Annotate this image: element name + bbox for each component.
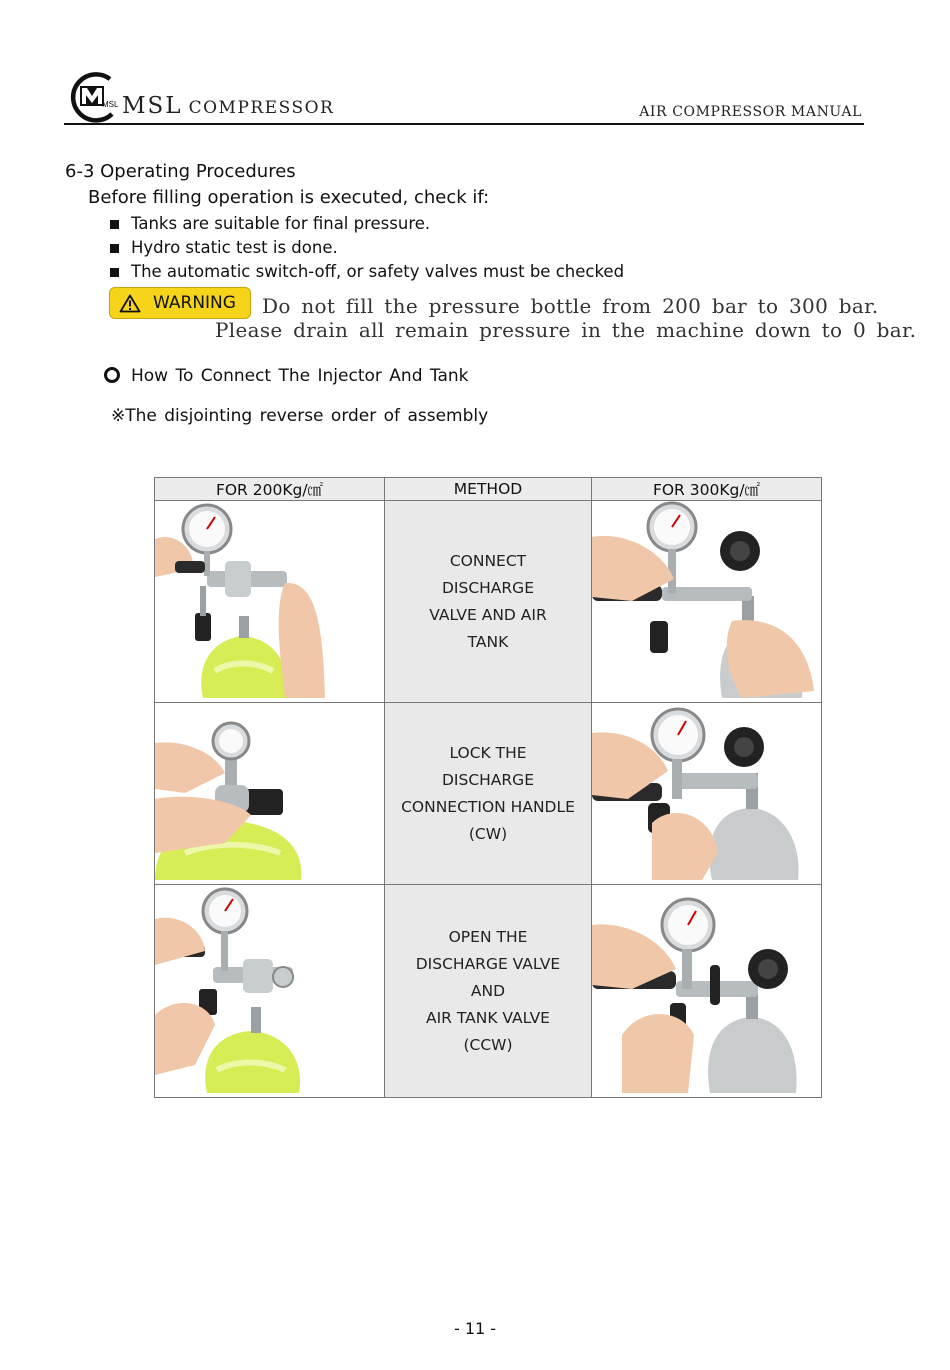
photo-300-connect xyxy=(592,501,822,703)
header-divider xyxy=(64,123,864,125)
page-header xyxy=(64,66,864,126)
table-header-row xyxy=(155,478,822,501)
warning-text-line2: Please drain all remain pressure in the machine down to 0 bar. xyxy=(215,318,917,342)
list-item: Tanks are suitable for final pressure. xyxy=(108,213,624,237)
method-connect: CONNECT DISCHARGE VALVE AND AIR TANK xyxy=(385,501,592,703)
warning-triangle-icon xyxy=(119,294,141,313)
photo-200-lock xyxy=(155,703,385,885)
table-row xyxy=(155,501,822,703)
valve-photo-illustration xyxy=(155,885,384,1093)
table-row xyxy=(155,885,822,1098)
intro-text: Before filling operation is executed, check if: xyxy=(88,187,490,208)
header-200kg: FOR 200Kg/㎠ xyxy=(155,478,385,501)
method-lock: LOCK THE DISCHARGE CONNECTION HANDLE (CW) xyxy=(385,703,592,885)
list-item: The automatic switch-off, or safety valves must be checked xyxy=(108,261,624,285)
photo-200-open xyxy=(155,885,385,1098)
warning-label: WARNING xyxy=(153,293,236,313)
square-bullet-icon xyxy=(110,244,119,253)
header-method: METHOD xyxy=(385,478,592,501)
brand-sub: COMPRESSOR xyxy=(188,98,335,118)
valve-photo-illustration xyxy=(592,501,821,698)
photo-300-open xyxy=(592,885,822,1098)
square-bullet-icon xyxy=(110,220,119,229)
procedure-table xyxy=(154,477,822,1098)
msl-logo xyxy=(66,70,122,124)
warning-badge xyxy=(109,287,251,319)
page-number: - 11 - xyxy=(453,1319,497,1338)
howto-heading: How To Connect The Injector And Tank xyxy=(104,366,469,386)
valve-photo-illustration xyxy=(592,885,821,1093)
photo-300-lock xyxy=(592,703,822,885)
check-list xyxy=(108,213,624,285)
header-300kg: FOR 300Kg/㎠ xyxy=(592,478,822,501)
circle-bullet-icon xyxy=(104,367,120,383)
manual-title: AIR COMPRESSOR MANUAL xyxy=(639,104,862,120)
valve-photo-illustration xyxy=(155,501,384,698)
valve-photo-illustration xyxy=(592,703,821,880)
photo-200-connect xyxy=(155,501,385,703)
logo-text: MSL xyxy=(102,100,119,109)
brand-name: MSL COMPRESSOR xyxy=(122,93,335,119)
method-open: OPEN THE DISCHARGE VALVE AND AIR TANK VALVE (CCW) xyxy=(385,885,592,1098)
valve-photo-illustration xyxy=(155,703,384,880)
section-title: 6-3 Operating Procedures xyxy=(65,161,296,182)
table-row xyxy=(155,703,822,885)
warning-text-line1: Do not fill the pressure bottle from 200 bar to 300 bar. xyxy=(262,294,879,318)
square-bullet-icon xyxy=(110,268,119,277)
list-item: Hydro static test is done. xyxy=(108,237,624,261)
assembly-note: ※The disjointing reverse order of assembly xyxy=(111,406,489,426)
